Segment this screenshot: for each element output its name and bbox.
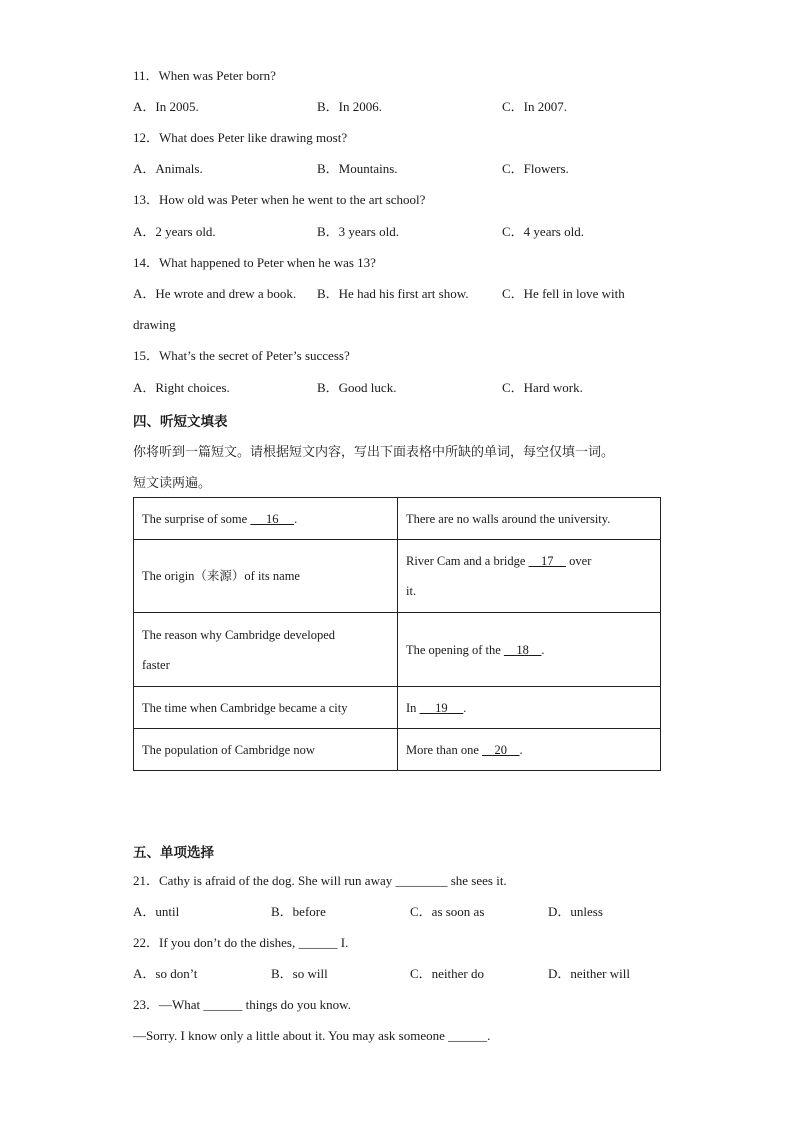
cell-text: The population of Cambridge now	[142, 742, 315, 757]
section-4-instructions-cont: 短文读两遍。	[133, 476, 212, 491]
table-cell	[398, 729, 661, 771]
cell-text: More than one	[406, 742, 483, 757]
cell-text: The surprise of some	[142, 511, 248, 526]
blank-19-number: 19	[435, 700, 448, 715]
question-21-option-a[interactable]: A．until	[133, 904, 180, 919]
question-13-option-a[interactable]: A．2 years old.	[133, 224, 216, 239]
cell-text: The origin（来源）of its name	[142, 569, 300, 583]
blank-20[interactable]	[482, 743, 520, 757]
question-21-option-d[interactable]: D．unless	[548, 904, 603, 919]
cell-text: it.	[406, 584, 417, 598]
table-cell	[134, 540, 398, 613]
question-14-option-b[interactable]: B．He had his first art show.	[317, 286, 469, 301]
question-21-stem: 21．Cathy is afraid of the dog. She will run away ________ she sees it.	[133, 873, 507, 888]
table-cell	[134, 498, 398, 540]
section-4-title: 四、听短文填表	[133, 414, 228, 430]
cell-text: The opening of the	[406, 642, 504, 657]
blank-16-number: 16	[265, 511, 279, 526]
question-14-option-c-wrap: drawing	[133, 317, 176, 332]
cell-text: .	[463, 700, 467, 715]
question-21-option-b[interactable]: B．before	[271, 904, 326, 919]
question-23-stem: 23．—What ______ things do you know.	[133, 997, 351, 1012]
question-13-option-b[interactable]: B．3 years old.	[317, 224, 399, 239]
question-11-stem: 11．When was Peter born?	[133, 68, 276, 83]
question-22-option-a[interactable]: A．so don’t	[133, 966, 198, 981]
question-13-option-c[interactable]: C．4 years old.	[502, 224, 584, 239]
blank-17[interactable]	[529, 554, 567, 568]
cell-text: In	[406, 700, 420, 715]
question-12-option-a[interactable]: A．Animals.	[133, 161, 203, 176]
question-15-option-b[interactable]: B．Good luck.	[317, 380, 397, 395]
question-22-option-d[interactable]: D．neither will	[548, 966, 630, 981]
cell-text: River Cam and a bridge	[406, 554, 529, 568]
cell-text: There are no walls around the university.	[406, 511, 611, 526]
blank-17-number: 17	[541, 554, 554, 568]
cell-text: over	[566, 554, 592, 568]
question-15-option-a[interactable]: A．Right choices.	[133, 380, 230, 395]
section-5-title: 五、单项选择	[133, 845, 214, 861]
table-row	[134, 687, 661, 729]
table-cell	[134, 613, 398, 687]
section-4-instructions: 你将听到一篇短文。请根据短文内容，写出下面表格中所缺的单词，每空仅填一词。	[133, 445, 615, 460]
question-14-option-a[interactable]: A．He wrote and drew a book.	[133, 286, 297, 301]
blank-20-number: 20	[494, 742, 508, 757]
blank-19[interactable]	[420, 700, 467, 715]
question-22-option-b[interactable]: B．so will	[271, 966, 328, 981]
table-cell	[398, 613, 661, 687]
cell-text: The time when Cambridge became a city	[142, 700, 348, 715]
cell-punct: .	[294, 511, 298, 526]
table-cell	[134, 729, 398, 771]
question-22-option-c[interactable]: C．neither do	[410, 966, 485, 981]
table-cell	[398, 498, 661, 540]
table-row	[134, 613, 661, 687]
table-row	[134, 729, 661, 771]
cell-text: faster	[142, 657, 170, 672]
question-11-option-a[interactable]: A．In 2005.	[133, 99, 199, 114]
question-11-option-b[interactable]: B．In 2006.	[317, 99, 383, 114]
question-22-stem: 22．If you don’t do the dishes, ______ I.	[133, 935, 349, 950]
question-23-reply: —Sorry. I know only a little about it. You may ask someone ______.	[133, 1028, 491, 1043]
question-12-option-c[interactable]: C．Flowers.	[502, 161, 569, 176]
question-15-option-c[interactable]: C．Hard work.	[502, 380, 583, 395]
cell-text: The reason why Cambridge developed	[142, 627, 335, 642]
question-12-option-b[interactable]: B．Mountains.	[317, 161, 398, 176]
question-12-stem: 12．What does Peter like drawing most?	[133, 130, 348, 145]
table-cell	[398, 540, 661, 613]
cell-text: .	[519, 742, 523, 757]
question-14-option-c[interactable]: C．He fell in love with	[502, 286, 625, 301]
table-row	[134, 540, 661, 613]
blank-16[interactable]	[250, 512, 294, 526]
question-15-stem: 15．What’s the secret of Peter’s success?	[133, 348, 350, 363]
table-cell	[398, 687, 661, 729]
blank-18[interactable]	[504, 642, 545, 657]
table-row	[134, 498, 661, 540]
question-13-stem: 13．How old was Peter when he went to the art school?	[133, 192, 426, 207]
blank-18-number: 18	[516, 642, 529, 657]
cell-text: .	[541, 642, 545, 657]
question-21-option-c[interactable]: C．as soon as	[410, 904, 485, 919]
question-11-option-c[interactable]: C．In 2007.	[502, 99, 568, 114]
question-14-stem: 14．What happened to Peter when he was 13?	[133, 255, 376, 270]
table-cell	[134, 687, 398, 729]
fill-in-table	[133, 497, 661, 771]
